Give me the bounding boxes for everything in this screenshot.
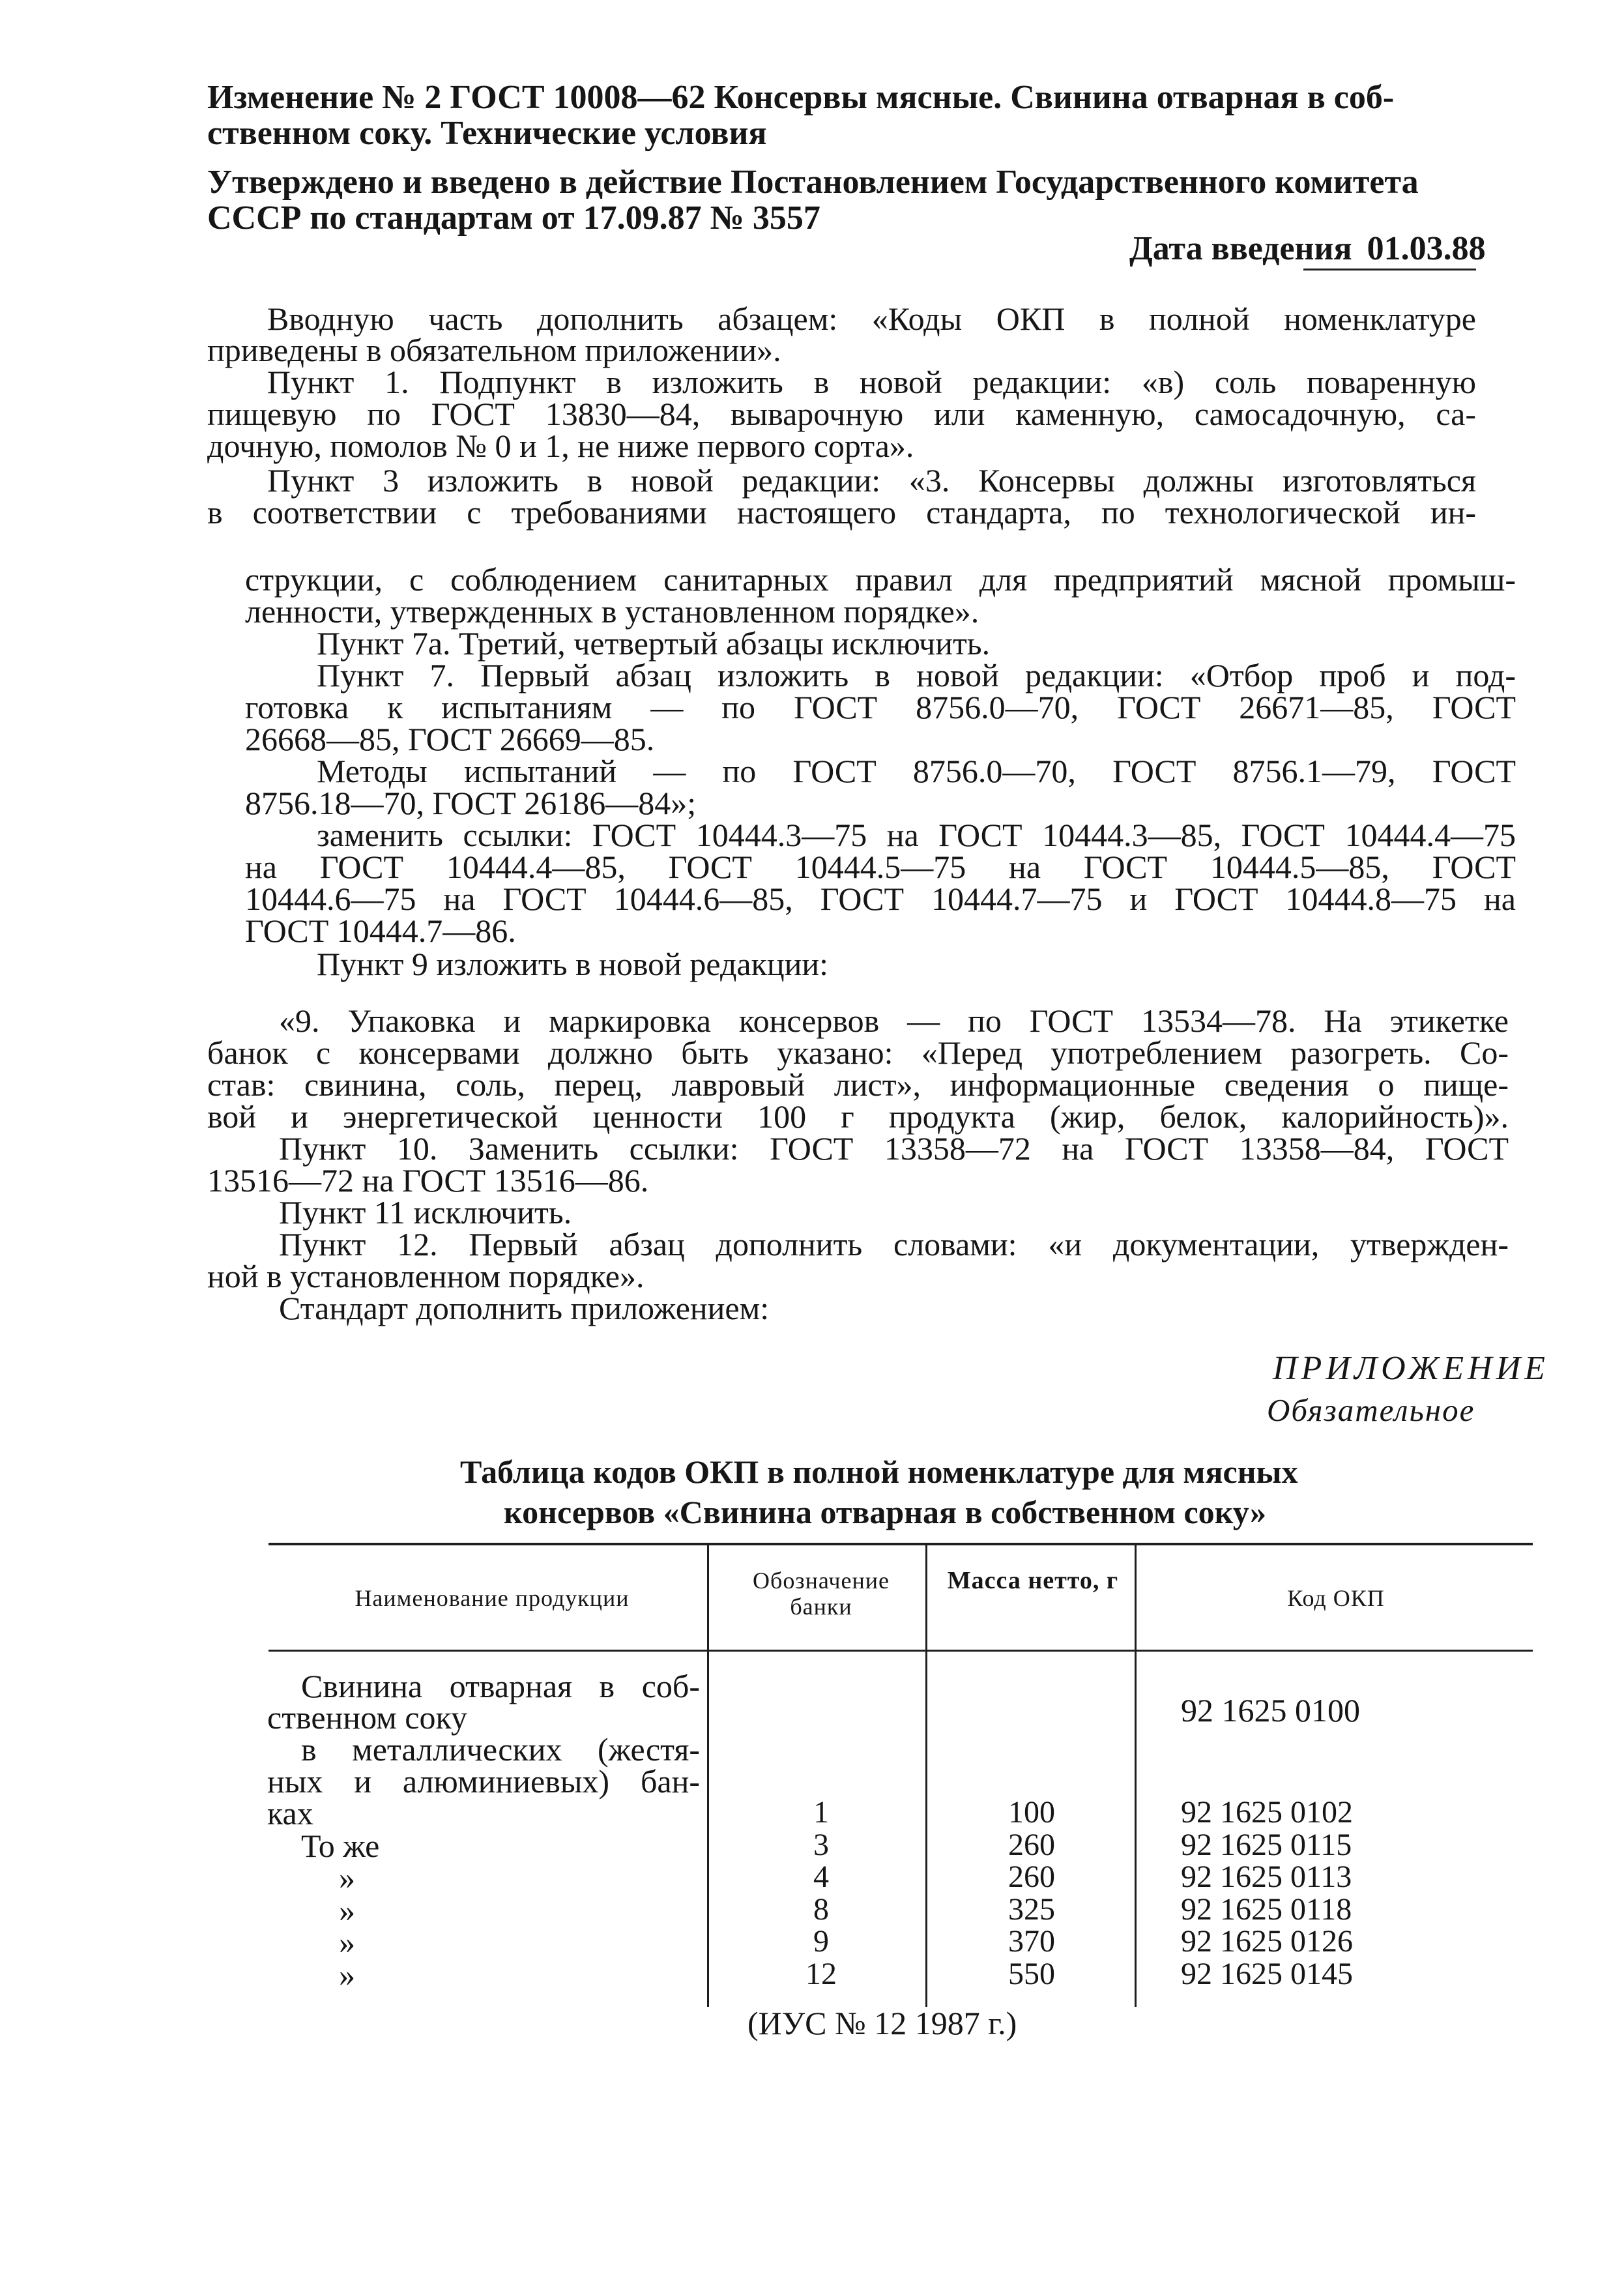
appendix-title: ПРИЛОЖЕНИЕ <box>1273 1350 1549 1387</box>
body-line: став: свинина, соль, перец, лавровый лист», информационные сведения о пище- <box>207 1066 1509 1103</box>
row-can: 1 <box>813 1795 829 1830</box>
row-name: » <box>339 1892 355 1929</box>
row-code: 92 1625 0115 <box>1181 1828 1352 1862</box>
body-line: 8756.18—70, ГОСТ 26186—84»; <box>245 785 697 821</box>
intro-date-underline <box>1303 269 1476 270</box>
row-mass: 260 <box>1008 1828 1055 1862</box>
approved-line1: Утверждено и введено в действие Постановлением Государственного комитета <box>207 164 1419 201</box>
intro-date-value: 01.03.88 <box>1367 230 1486 267</box>
body-line: струкции, с соблюдением санитарных правил для предприятий мясной промыш- <box>245 561 1516 598</box>
body-line: Пункт 12. Первый абзац дополнить словами: «и документации, утвержден- <box>279 1226 1509 1262</box>
body-line: ной в установленном порядке». <box>207 1258 645 1294</box>
row-code: 92 1625 0102 <box>1181 1795 1353 1830</box>
body-line: Пункт 11 исключить. <box>279 1194 572 1231</box>
body-line: вой и энергетической ценности 100 г продукта (жир, белок, калорийность)». <box>207 1098 1509 1135</box>
table-caption-line2: консервов «Свинина отварная в собственном соку» <box>504 1494 1266 1530</box>
col-header-code: Код ОКП <box>1287 1585 1385 1611</box>
body-line: Стандарт дополнить приложением: <box>279 1290 770 1326</box>
body-line: Вводную часть дополнить абзацем: «Коды ОКП в полной номенклатуре <box>267 300 1476 337</box>
body-line: «9. Упаковка и маркировка консервов — по ГОСТ 13534—78. На этикетке <box>279 1002 1509 1039</box>
body-line: Пункт 10. Заменить ссылки: ГОСТ 13358—72 на ГОСТ 13358—84, ГОСТ <box>279 1130 1509 1167</box>
body-line: 26668—85, ГОСТ 26669—85. <box>245 721 655 757</box>
doc-title-line1: Изменение № 2 ГОСТ 10008—62 Консервы мясные. Свинина отварная в соб- <box>207 79 1395 116</box>
body-line: 10444.6—75 на ГОСТ 10444.6—85, ГОСТ 10444.7—75 и ГОСТ 10444.8—75 на <box>245 881 1516 917</box>
body-line: банок с консервами должно быть указано: «Перед употреблением разогреть. Со- <box>207 1034 1509 1071</box>
body-line: Пункт 7а. Третий, четвертый абзацы исключить. <box>317 625 991 662</box>
body-line: на ГОСТ 10444.4—85, ГОСТ 10444.5—75 на ГОСТ 10444.5—85, ГОСТ <box>245 849 1516 885</box>
row-code: 92 1625 0126 <box>1181 1924 1353 1959</box>
row-mass: 550 <box>1008 1957 1055 1991</box>
body-line: 13516—72 на ГОСТ 13516—86. <box>207 1162 649 1199</box>
body-line: Методы испытаний — по ГОСТ 8756.0—70, ГОСТ 8756.1—79, ГОСТ <box>317 753 1516 789</box>
col-divider-3 <box>1135 1545 1137 2007</box>
row-name: » <box>339 1957 355 1993</box>
appendix-subtitle: Обязательное <box>1267 1392 1475 1428</box>
body-line: дочную, помолов № 0 и 1, не ниже первого сорта». <box>207 428 914 464</box>
row-code: 92 1625 0145 <box>1181 1957 1353 1991</box>
col-header-can: Обозначение банки <box>753 1568 890 1620</box>
subgroup-name-line2: ных и алюминиевых) бан- <box>267 1763 700 1800</box>
body-line: готовка к испытаниям — по ГОСТ 8756.0—70, ГОСТ 26671—85, ГОСТ <box>245 689 1516 725</box>
row-mass: 100 <box>1008 1795 1055 1830</box>
intro-date <box>1129 229 1486 268</box>
row-can: 12 <box>805 1957 837 1991</box>
body-line: заменить ссылки: ГОСТ 10444.3—75 на ГОСТ 10444.3—85, ГОСТ 10444.4—75 <box>317 817 1516 853</box>
group-name-line1: Свинина отварная в соб- <box>301 1668 700 1704</box>
group-code: 92 1625 0100 <box>1181 1692 1360 1729</box>
group-name-line2: ственном соку <box>267 1699 468 1736</box>
row-can: 9 <box>813 1924 829 1959</box>
col-header-name: Наименование продукции <box>355 1585 630 1611</box>
source-note: (ИУС № 12 1987 г.) <box>747 2005 1017 2041</box>
body-line: Пункт 1. Подпункт в изложить в новой редакции: «в) соль поваренную <box>267 364 1476 400</box>
body-line: Пункт 3 изложить в новой редакции: «3. Консервы должны изготовляться <box>267 462 1476 499</box>
subgroup-name-line3: ках <box>267 1795 313 1831</box>
row-can: 8 <box>813 1892 829 1927</box>
row-code: 92 1625 0113 <box>1181 1860 1352 1894</box>
body-line: ГОСТ 10444.7—86. <box>245 912 516 949</box>
table-top-border <box>268 1543 1533 1545</box>
body-line: приведены в обязательном приложении». <box>207 332 781 368</box>
approved-line2: СССР по стандартам от 17.09.87 № 3557 <box>207 199 820 237</box>
subgroup-name-line1: в металлических (жестя- <box>301 1731 700 1768</box>
row-mass: 325 <box>1008 1892 1055 1927</box>
table-caption-line1: Таблица кодов ОКП в полной номенклатуре для мясных <box>460 1453 1298 1490</box>
body-line: Пункт 7. Первый абзац изложить в новой редакции: «Отбор проб и под- <box>317 657 1516 693</box>
table-header-border <box>268 1650 1533 1652</box>
intro-date-label: Дата введения <box>1129 230 1352 267</box>
row-name: » <box>339 1924 355 1961</box>
row-name: То же <box>301 1828 380 1864</box>
row-can: 4 <box>813 1860 829 1894</box>
body-line: в соответствии с требованиями настоящего стандарта, по технологической ин- <box>207 494 1476 531</box>
body-line: Пункт 9 изложить в новой редакции: <box>317 946 829 982</box>
doc-title-line2: ственном соку. Технические условия <box>207 115 767 152</box>
col-divider-2 <box>925 1545 927 2007</box>
row-can: 3 <box>813 1828 829 1862</box>
row-code: 92 1625 0118 <box>1181 1892 1352 1927</box>
row-mass: 260 <box>1008 1860 1055 1894</box>
row-name: » <box>339 1860 355 1896</box>
body-line: ленности, утвержденных в установленном порядке». <box>245 593 979 630</box>
body-line: пищевую по ГОСТ 13830—84, выварочную или каменную, самосадочную, са- <box>207 396 1476 432</box>
col-divider-1 <box>707 1545 709 2007</box>
col-header-mass: Масса нетто, г <box>947 1567 1119 1594</box>
row-mass: 370 <box>1008 1924 1055 1959</box>
